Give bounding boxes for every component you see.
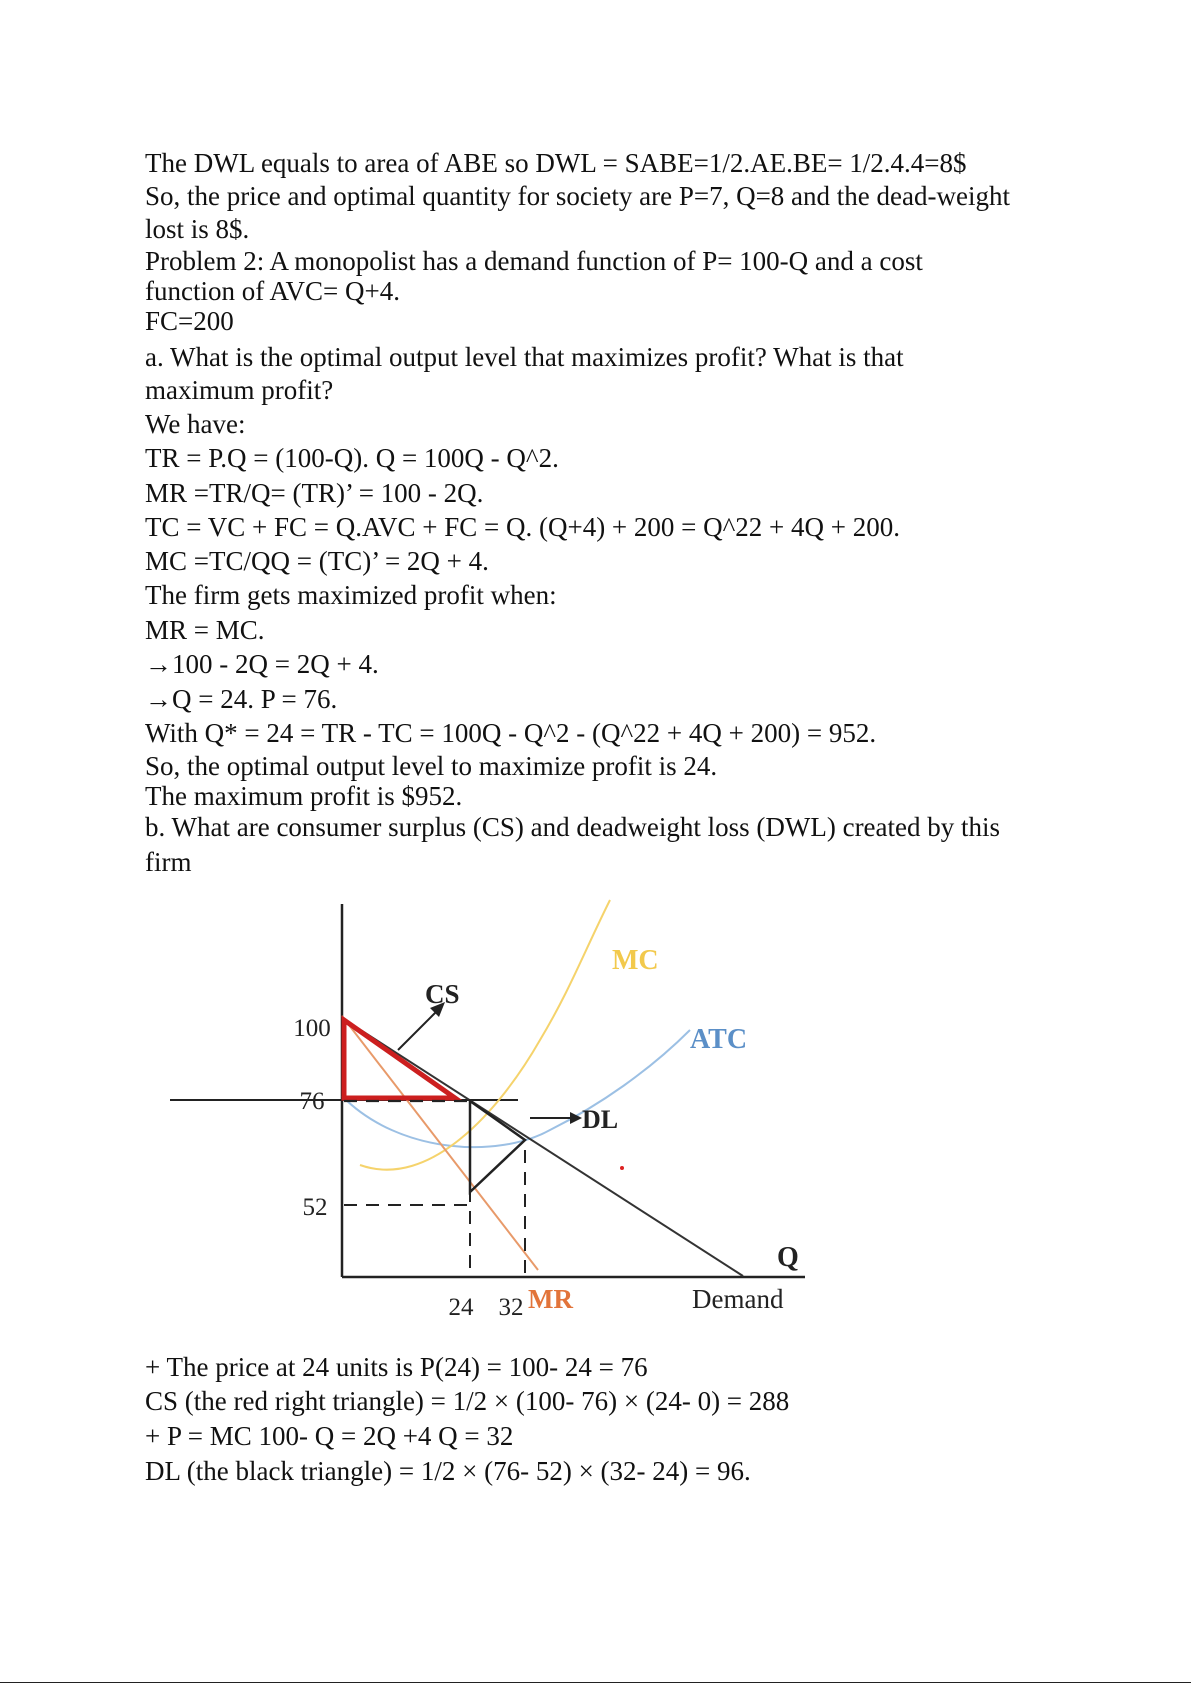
text-line: We have: (145, 409, 246, 439)
text-line: So, the price and optimal quantity for society are P=7, Q=8 and the dead-weight (145, 181, 1010, 211)
q-label: Q (777, 1242, 799, 1273)
demand-line (342, 1018, 743, 1276)
text-line: The maximum profit is $952. (145, 781, 463, 811)
demand-label: Demand (692, 1284, 784, 1314)
stray-dot (620, 1166, 624, 1170)
cs-label: CS (425, 979, 460, 1009)
text-line: CS (the red right triangle) = 1/2 × (100- 76) × (24- 0) = 288 (145, 1386, 790, 1416)
text-line: firm (145, 847, 192, 877)
x-tick-32: 32 (498, 1294, 524, 1321)
footer-rule (0, 1682, 1191, 1683)
mr-line (342, 1016, 538, 1270)
text-line: MC =TC/QQ = (TC)’ = 2Q + 4. (145, 546, 489, 576)
text-line: So, the optimal output level to maximize profit is 24. (145, 751, 718, 781)
text-line: →Q = 24. P = 76. (145, 684, 338, 714)
text-line: TC = VC + FC = Q.AVC + FC = Q. (Q+4) + 200 = Q^22 + 4Q + 200. (145, 512, 901, 542)
cs-triangle (344, 1020, 455, 1098)
dl-label: DL (582, 1105, 619, 1134)
text-line: FC=200 (145, 306, 234, 336)
y-tick-52: 52 (302, 1194, 328, 1221)
text-line: + The price at 24 units is P(24) = 100- 24 = 76 (145, 1352, 648, 1382)
text-line: lost is 8$. (145, 214, 250, 244)
text-line: maximum profit? (145, 375, 334, 405)
text-line: The DWL equals to area of ABE so DWL = SABE=1/2.AE.BE= 1/2.4.4=8$ (145, 148, 967, 178)
text-line: MR = MC. (145, 615, 265, 645)
text-line: b. What are consumer surplus (CS) and deadweight loss (DWL) created by this (145, 812, 1001, 842)
y-tick-100: 100 (293, 1015, 331, 1042)
cs-arrow (398, 1008, 440, 1050)
mc-curve (360, 900, 610, 1170)
monopoly-chart (160, 890, 840, 1330)
mc-label: MC (612, 945, 659, 976)
text-line: function of AVC= Q+4. (145, 276, 400, 306)
x-tick-24: 24 (448, 1294, 474, 1321)
text-line: + P = MC 100- Q = 2Q +4 Q = 32 (145, 1421, 514, 1451)
text-line: →100 - 2Q = 2Q + 4. (145, 649, 379, 679)
text-line: TR = P.Q = (100-Q). Q = 100Q - Q^2. (145, 443, 559, 473)
mr-label: MR (528, 1284, 573, 1314)
y-tick-76: 76 (299, 1088, 325, 1115)
text-line: Problem 2: A monopolist has a demand function of P= 100-Q and a cost (145, 246, 923, 276)
text-line: DL (the black triangle) = 1/2 × (76- 52) × (32- 24) = 96. (145, 1456, 751, 1486)
text-line: The firm gets maximized profit when: (145, 580, 557, 610)
text-line: With Q* = 24 = TR - TC = 100Q - Q^2 - (Q^22 + 4Q + 200) = 952. (145, 718, 877, 748)
text-line: a. What is the optimal output level that maximizes profit? What is that (145, 342, 904, 372)
text-line: MR =TR/Q= (TR)’ = 100 - 2Q. (145, 478, 484, 508)
atc-label: ATC (690, 1024, 748, 1055)
